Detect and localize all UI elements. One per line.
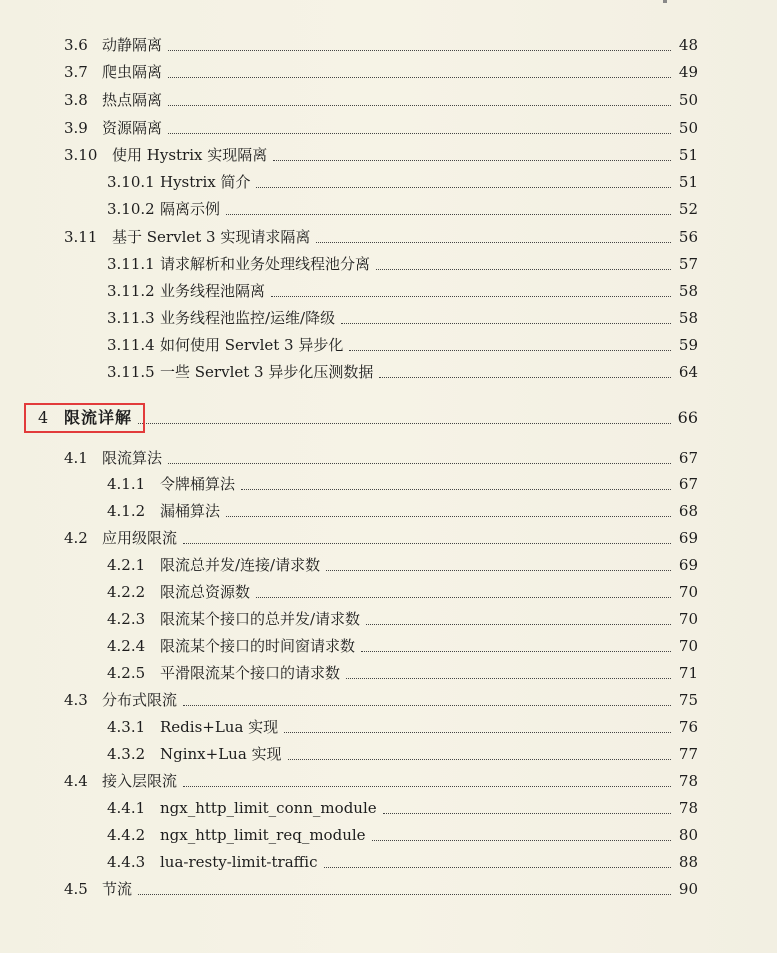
toc-page-number: 50 bbox=[678, 91, 698, 109]
toc-leader bbox=[256, 186, 671, 188]
toc-title: 分布式限流 bbox=[102, 691, 178, 709]
toc-entry-4-1[interactable] bbox=[64, 445, 698, 471]
toc-title: 资源隔离 bbox=[102, 119, 163, 137]
toc-leader bbox=[349, 349, 671, 351]
toc-entry-3-6[interactable] bbox=[64, 32, 698, 58]
toc-title: 令牌桶算法 bbox=[160, 475, 236, 493]
toc-leader bbox=[273, 159, 671, 161]
toc-page-number: 69 bbox=[678, 529, 698, 547]
toc-leader bbox=[168, 132, 671, 134]
toc-page-number: 52 bbox=[678, 200, 698, 218]
toc-entry-4-5[interactable] bbox=[64, 876, 698, 902]
toc-number: 4.4.1 bbox=[107, 799, 146, 817]
toc-leader bbox=[168, 49, 671, 51]
toc-title: 业务线程池监控/运维/降级 bbox=[160, 309, 336, 327]
toc-number: 4.1.2 bbox=[107, 502, 146, 520]
toc-title: 动静隔离 bbox=[102, 36, 163, 54]
toc-leader bbox=[183, 542, 671, 544]
toc-number: 3.9 bbox=[64, 119, 88, 137]
toc-number: 4.1 bbox=[64, 449, 88, 467]
toc-page-number: 70 bbox=[678, 583, 698, 601]
toc-entry-4-3-2[interactable] bbox=[107, 741, 698, 767]
toc-leader bbox=[183, 704, 671, 706]
toc-entry-3-11-2[interactable] bbox=[107, 278, 698, 304]
toc-leader bbox=[324, 866, 672, 868]
toc-page-number: 64 bbox=[678, 363, 698, 381]
toc-leader bbox=[341, 322, 671, 324]
toc-entry-3-11-4[interactable] bbox=[107, 332, 698, 358]
toc-chapter-title: 限流详解 bbox=[64, 408, 133, 427]
toc-entry-4-2-2[interactable] bbox=[107, 579, 698, 605]
toc-leader bbox=[284, 731, 671, 733]
toc-title: 限流某个接口的总并发/请求数 bbox=[160, 610, 361, 628]
toc-entry-3-9[interactable] bbox=[64, 115, 698, 141]
toc-chapter-number: 4 bbox=[38, 408, 49, 427]
toc-leader bbox=[271, 295, 671, 297]
toc-title: 基于 Servlet 3 实现请求隔离 bbox=[112, 228, 311, 246]
toc-entry-4-2[interactable] bbox=[64, 525, 698, 551]
toc-number: 4.4 bbox=[64, 772, 88, 790]
toc-leader bbox=[379, 376, 671, 378]
toc-number: 4.3 bbox=[64, 691, 88, 709]
toc-number: 3.10.1 bbox=[107, 173, 155, 191]
toc-number: 4.3.1 bbox=[107, 718, 146, 736]
toc-number: 3.11.1 bbox=[107, 255, 155, 273]
toc-title: Hystrix 简介 bbox=[160, 173, 251, 191]
toc-page-number: 51 bbox=[678, 146, 698, 164]
toc-title: 限流总并发/连接/请求数 bbox=[160, 556, 321, 574]
toc-number: 3.11.5 bbox=[107, 363, 155, 381]
toc-title: Nginx+Lua 实现 bbox=[160, 745, 282, 763]
toc-leader bbox=[138, 893, 671, 895]
toc-leader bbox=[361, 650, 671, 652]
toc-number: 3.11.2 bbox=[107, 282, 155, 300]
page-edge-mark bbox=[663, 0, 667, 3]
toc-title: 一些 Servlet 3 异步化压测数据 bbox=[160, 363, 374, 381]
toc-page-number: 49 bbox=[678, 63, 698, 81]
toc-page-number: 75 bbox=[678, 691, 698, 709]
toc-number: 4.5 bbox=[64, 880, 88, 898]
toc-entry-4-2-1[interactable] bbox=[107, 552, 698, 578]
toc-page-number: 80 bbox=[678, 826, 698, 844]
toc-number: 3.7 bbox=[64, 63, 88, 81]
toc-page-number: 67 bbox=[678, 475, 698, 493]
toc-entry-3-8[interactable] bbox=[64, 87, 698, 113]
toc-leader bbox=[288, 758, 671, 760]
toc-page-number: 67 bbox=[678, 449, 698, 467]
toc-title: 接入层限流 bbox=[102, 772, 178, 790]
toc-page-number: 71 bbox=[678, 664, 698, 682]
toc-leader bbox=[183, 785, 671, 787]
toc-title: 隔离示例 bbox=[160, 200, 221, 218]
toc-entry-3-10-1[interactable] bbox=[107, 169, 698, 195]
toc-leader bbox=[168, 76, 671, 78]
toc-title: Redis+Lua 实现 bbox=[160, 718, 279, 736]
toc-number: 4.3.2 bbox=[107, 745, 146, 763]
toc-leader bbox=[346, 677, 671, 679]
toc-number: 4.2.2 bbox=[107, 583, 146, 601]
toc-title: ngx_http_limit_conn_module bbox=[160, 799, 377, 817]
toc-leader bbox=[256, 596, 671, 598]
toc-number: 3.6 bbox=[64, 36, 88, 54]
toc-title: 热点隔离 bbox=[102, 91, 163, 109]
toc-number: 3.10.2 bbox=[107, 200, 155, 218]
toc-page-number: 58 bbox=[678, 282, 698, 300]
toc-entry-4-1-1[interactable] bbox=[107, 471, 698, 497]
toc-leader bbox=[316, 241, 671, 243]
toc-title: 应用级限流 bbox=[102, 529, 178, 547]
toc-number: 4.1.1 bbox=[107, 475, 146, 493]
toc-title: 限流总资源数 bbox=[160, 583, 251, 601]
toc-page-number: 56 bbox=[678, 228, 698, 246]
toc-number: 4.2.1 bbox=[107, 556, 146, 574]
toc-page-number: 50 bbox=[678, 119, 698, 137]
toc-title: 如何使用 Servlet 3 异步化 bbox=[160, 336, 344, 354]
toc-page-number: 88 bbox=[678, 853, 698, 871]
toc-number: 3.10 bbox=[64, 146, 98, 164]
toc-page-number: 77 bbox=[678, 745, 698, 763]
toc-title: 漏桶算法 bbox=[160, 502, 221, 520]
toc-title: ngx_http_limit_req_module bbox=[160, 826, 366, 844]
toc-page-number: 90 bbox=[678, 880, 698, 898]
toc-page-number: 58 bbox=[678, 309, 698, 327]
toc-leader bbox=[168, 462, 671, 464]
toc-page-number: 78 bbox=[678, 772, 698, 790]
toc-leader bbox=[366, 623, 671, 625]
toc-entry-3-11-5[interactable] bbox=[107, 359, 698, 385]
toc-number: 4.2.4 bbox=[107, 637, 146, 655]
toc-entry-4-4-3[interactable] bbox=[107, 849, 698, 875]
toc-leader bbox=[376, 268, 671, 270]
toc-leader bbox=[326, 569, 671, 571]
toc-number: 3.11.3 bbox=[107, 309, 155, 327]
toc-leader bbox=[372, 839, 671, 841]
toc-page-number: 70 bbox=[678, 637, 698, 655]
toc-entry-4-4-1[interactable] bbox=[107, 795, 698, 821]
toc-entry-3-11-3[interactable] bbox=[107, 305, 698, 331]
toc-entry-4-3[interactable] bbox=[64, 687, 698, 713]
toc-entry-3-7[interactable] bbox=[64, 59, 698, 85]
toc-entry-4-2-3[interactable] bbox=[107, 606, 698, 632]
toc-page-number: 78 bbox=[678, 799, 698, 817]
toc-number: 3.11 bbox=[64, 228, 98, 246]
toc-entry-4-2-4[interactable] bbox=[107, 633, 698, 659]
toc-title: 限流某个接口的时间窗请求数 bbox=[160, 637, 356, 655]
toc-title: 平滑限流某个接口的请求数 bbox=[160, 664, 341, 682]
toc-page-number: 57 bbox=[678, 255, 698, 273]
toc-title: lua-resty-limit-traffic bbox=[160, 853, 318, 871]
toc-leader bbox=[383, 812, 671, 814]
toc-number: 4.2.5 bbox=[107, 664, 146, 682]
toc-entry-3-11[interactable] bbox=[64, 224, 698, 250]
toc-page-number: 66 bbox=[677, 408, 698, 427]
toc-number: 4.4.2 bbox=[107, 826, 146, 844]
toc-leader bbox=[226, 213, 671, 215]
toc-number: 4.2.3 bbox=[107, 610, 146, 628]
toc-page-number: 59 bbox=[678, 336, 698, 354]
toc-page-number: 70 bbox=[678, 610, 698, 628]
toc-leader bbox=[168, 104, 671, 106]
toc-title: 爬虫隔离 bbox=[102, 63, 163, 81]
toc-title: 使用 Hystrix 实现隔离 bbox=[112, 146, 268, 164]
toc-entry-3-10[interactable] bbox=[64, 142, 698, 168]
toc-leader bbox=[241, 488, 671, 490]
toc-number: 3.8 bbox=[64, 91, 88, 109]
toc-page-number: 48 bbox=[678, 36, 698, 54]
toc-number: 4.2 bbox=[64, 529, 88, 547]
toc-entry-4-3-1[interactable] bbox=[107, 714, 698, 740]
toc-leader bbox=[138, 422, 671, 424]
toc-page-number: 51 bbox=[678, 173, 698, 191]
toc-entry-3-11-1[interactable] bbox=[107, 251, 698, 277]
toc-title: 节流 bbox=[102, 880, 133, 898]
toc-entry-4-1-2[interactable] bbox=[107, 498, 698, 524]
toc-page-number: 69 bbox=[678, 556, 698, 574]
toc-entry-4-4-2[interactable] bbox=[107, 822, 698, 848]
toc-number: 3.11.4 bbox=[107, 336, 155, 354]
toc-title: 限流算法 bbox=[102, 449, 163, 467]
toc-entry-4-4[interactable] bbox=[64, 768, 698, 794]
chapter-highlight-box bbox=[24, 403, 145, 433]
toc-page-number: 68 bbox=[678, 502, 698, 520]
toc-entry-3-10-2[interactable] bbox=[107, 196, 698, 222]
toc-number: 4.4.3 bbox=[107, 853, 146, 871]
toc-page-number: 76 bbox=[678, 718, 698, 736]
toc-title: 业务线程池隔离 bbox=[160, 282, 266, 300]
toc-leader bbox=[226, 515, 671, 517]
toc-title: 请求解析和业务处理线程池分离 bbox=[160, 255, 371, 273]
toc-entry-4-2-5[interactable] bbox=[107, 660, 698, 686]
